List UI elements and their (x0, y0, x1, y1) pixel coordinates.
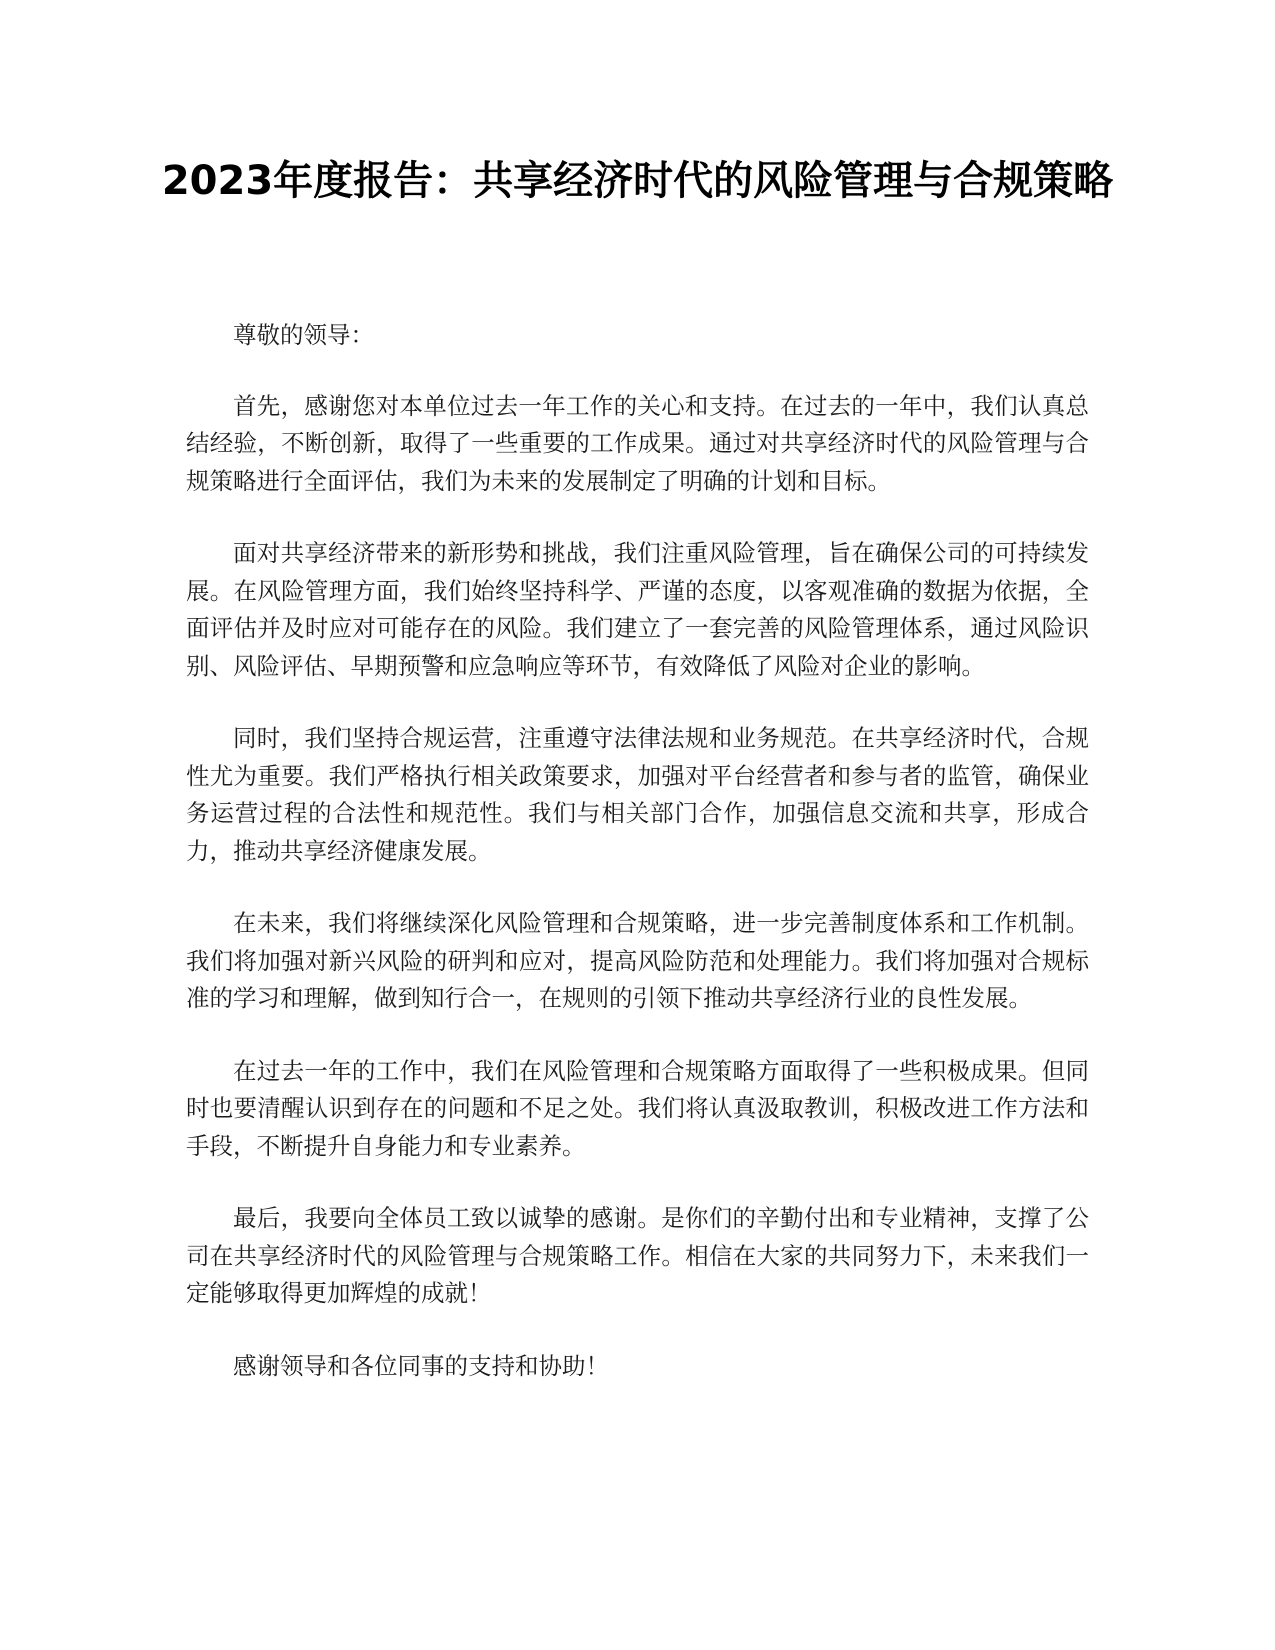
salutation: 尊敬的领导： (233, 321, 374, 349)
document-title: 2023年度报告：共享经济时代的风险管理与合规策略 (161, 158, 1114, 204)
paragraph-6: 最后，我要向全体员工致以诚挚的感谢。是你们的辛勤付出和专业精神，支撑了公司在共享经济时代的风险管理与合规策略工作。相信在大家的共同努力下，未来我们一定能够取得更加辉煌的成就！ (186, 1204, 1089, 1307)
paragraph-5: 在过去一年的工作中，我们在风险管理和合规策略方面取得了一些积极成果。但同时也要清醒认识到存在的问题和不足之处。我们将认真汲取教训，积极改进工作方法和手段，不断提升自身能力和专业素养。 (186, 1056, 1089, 1160)
paragraph-1: 首先，感谢您对本单位过去一年工作的关心和支持。在过去的一年中，我们认真总结经验，不断创新，取得了一些重要的工作成果。通过对共享经济时代的风险管理与合规策略进行全面评估，我们为未来的发展制定了明确的计划和目标。 (186, 391, 1089, 495)
paragraph-2: 面对共享经济带来的新形势和挑战，我们注重风险管理，旨在确保公司的可持续发展。在风险管理方面，我们始终坚持科学、严谨的态度，以客观准确的数据为依据，全面评估并及时应对可能存在的风险。我们建立了一套完善的风险管理体系，通过风险识别、风险评估、早期预警和应急响应等环节，有效降低了风险对企业的影响。 (186, 539, 1089, 680)
paragraph-3: 同时，我们坚持合规运营，注重遵守法律法规和业务规范。在共享经济时代，合规性尤为重要。我们严格执行相关政策要求，加强对平台经营者和参与者的监管，确保业务运营过程的合法性和规范性。我们与相关部门合作，加强信息交流和共享，形成合力，推动共享经济健康发展。 (186, 724, 1089, 865)
document-body (186, 317, 1089, 1420)
closing-line: 感谢领导和各位同事的支持和协助！ (233, 1351, 609, 1380)
paragraph-4: 在未来，我们将继续深化风险管理和合规策略，进一步完善制度体系和工作机制。我们将加强对新兴风险的研判和应对，提高风险防范和处理能力。我们将加强对合规标准的学习和理解，做到知行合一，在规则的引领下推动共享经济行业的良性发展。 (186, 909, 1089, 1012)
